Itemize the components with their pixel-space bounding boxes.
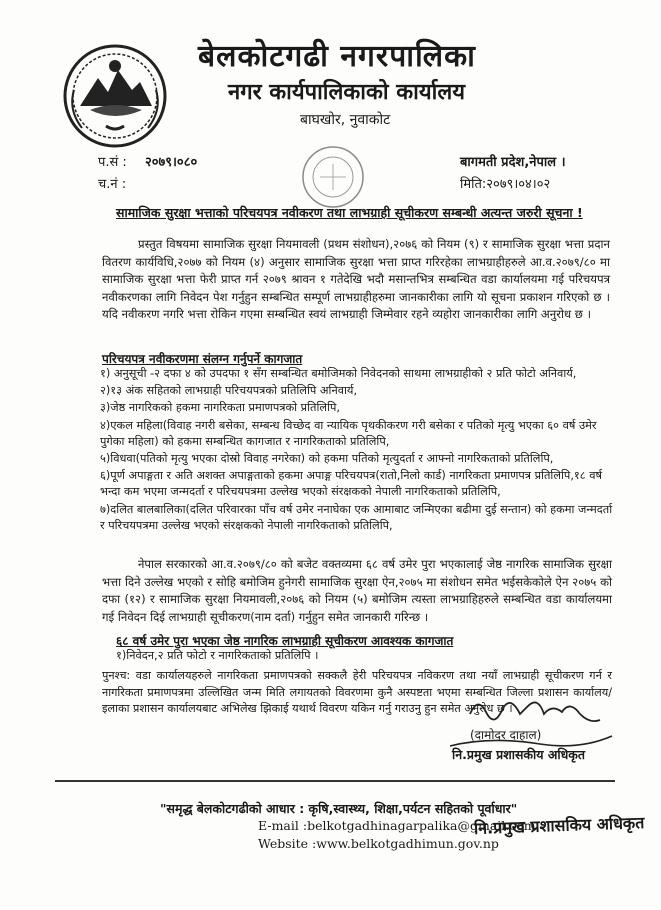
office-address: बाघखोर, नुवाकोट: [300, 112, 391, 128]
list-item: ३)जेष्ठ नागरिकको हकमा नागरिकता प्रमाणपत्रको प्रतिलिपि,: [100, 401, 340, 415]
date-label: मिति:२०७९।०४।०२: [460, 177, 551, 192]
ref-label: प.सं :: [98, 155, 127, 170]
budget-paragraph: नेपाल सरकारको आ.व.२०७९/८० को बजेट वक्तव्यमा ६८ वर्ष उमेर पुरा भएकालाई जेष्ठ नागरिक सामाजिक सुरक्षा भत्ता दिने उल्लेख भएको र सोहि बमोजिम हुनेगरी सामाजिक सुरक्षा ऐन,२०७५ मा संशोधन समेत भईसकेकोले ऐन २०७५ को दफा (१२) र सामाजिक सुरक्षा नियमावली,२०७६ को नियम (५) बमोजिम त्यस्ता लाभग्राहिहरुले सम्बन्धित वडा कार्यालयमा गई निवेदन दिई लाभग्राही सूचीकरण(नाम दर्ता) गर्नुहुन समेत जानकारी गरिन्छ ।: [102, 557, 612, 624]
footer-website: Website :www.belkotgadhimun.gov.np: [258, 836, 499, 851]
signatory-name: (दामोदर दाहाल): [470, 728, 542, 742]
office-subtitle: नगर कार्यपालिकाको कार्यालय: [228, 80, 465, 105]
office-stamp-icon: [298, 142, 368, 212]
ref-value: २०७९।०८०: [144, 155, 198, 170]
list-item: २)१३ अंक सहितको लाभग्राही परिचयपत्रको प्रतिलिपि अनिवार्य,: [100, 384, 358, 398]
reference-number: [98, 152, 197, 170]
list-item: १)निवेदन,२ प्रति फोटो र नागरिकताको प्रतिलिपि ।: [116, 649, 319, 662]
list-item: ४)एकल महिला(विवाह नगरी बसेका, सम्बन्ध विच्छेद वा न्यायिक पृथकीकरण गरी बसेका र पतिको मृत्यु भएका ६० वर्ष उमेर पुगेका महिला) को हकमा सम्बन्धित कागजात र नागरिकताको प्रतिलिपि,: [100, 418, 597, 448]
intro-paragraph: प्रस्तुत विषयमा सामाजिक सुरक्षा नियमावली (प्रथम संशोधन),२०७६ को नियम (९) र सामाजिक सुरक्षा भत्ता प्रदान वितरण कार्यविधि,२०७७ को नियम (४) अनुसार सामाजिक सुरक्षा भत्ता प्राप्त गरिरहेका लाभग्राहीहरुले आ.व.२०७९/८० मा सामाजिक सुरक्षा भत्ता फेरी प्राप्त गर्न २०७९ श्रावन १ गतेदेखि भदौ मसान्तभित्र सम्बन्धित वडा कार्यालयमा गई परिचयपत्र नवीकरणका लागि निवेदन पेश गर्नुहुन सम्बन्धित सम्पूर्ण लाभग्राहीहरुमा जानकारीका लागि यो सूचना प्रकाशन गरिएको छ । यदि नवीकरण नगरि भत्ता रोकिन गएमा सम्बन्धित स्वयं लाभग्राही जिम्मेवार रहने व्यहोरा जानकारीका लागि अनुरोध छ ।: [102, 237, 610, 322]
municipality-title: बेलकोटगढी नगरपालिका: [198, 39, 476, 74]
list-item: ६)पूर्ण अपाङ्गता र अति अशक्त अपाङ्गताको हकमा अपाङ्ग परिचयपत्र(रातो,निलो कार्ड) नागरिकता प्रमाणपत्र प्रतिलिपि,१८ वर्ष भन्दा कम भएमा जन्मदर्ता र परिचयपत्रमा उल्लेख भएको संरक्षकको नेपाली नागरिकताको प्रतिलिपि,: [100, 469, 603, 499]
senior-docs-list: [116, 648, 596, 665]
footer-divider: [55, 780, 615, 782]
postscript-paragraph: पुनश्च: वडा कार्यालयहरुले नागरिकता प्रमाणपत्रको सक्कलै हेरी परिचयपत्र नविकरण तथा नयाँ लाभग्राही सूचीकरण गर्न र नागरिकता प्रमाणपत्रमा उल्लिखित जन्म मिति लगायतको विवरणमा कुनै अस्पष्टता भएमा सम्बन्धित जिल्ला प्रशासन कार्यालय/इलाका प्रशासन कार्यालयबाट अभिलेख झिकाई यथार्थ विवरण यकिन गर्नु गराउनु हुन समेत अनुरोध छ ।: [102, 669, 612, 716]
handwritten-title-note: नि.प्रमुख प्रशासकिय अधिकृत: [473, 813, 645, 838]
footer-email: E-mail :belkotgadhinagarpalika@gmail.com: [258, 818, 536, 833]
notice-subject: सामाजिक सुरक्षा भत्ताको परिचयपत्र नवीकरण तथा लाभग्राही सूचीकरण सम्बन्धी अत्यन्त जरुरी सूचना !: [116, 205, 583, 220]
footer-slogan: "समृद्ध बेलकोटगढीको आधार : कृषि,स्वास्थ्य, शिक्षा,पर्यटन सहितको पूर्वाधार": [160, 801, 518, 816]
list-item: ५)विधवा(पतिको मृत्यु भएका दोस्रो विवाह नगरेका) को हकमा पतिको मृत्युदर्ता र आफ्नो नागरिकताको प्रतिलिपि,: [100, 452, 554, 466]
dispatch-number: च.नं :: [98, 177, 127, 192]
renewal-docs-heading: परिचयपत्र नवीकरणमा संलग्न गर्नुपर्ने कागजात: [102, 352, 303, 366]
list-item: ७)दलित बालबालिका(दलित परिवारका पाँच वर्ष उमेर ननाघेका एक आमाबाट जन्मिएका बढीमा दुई सन्तान) को हकमा जन्मदर्ता र परिचयपत्रमा उल्लेख भएको संरक्षकको नेपाली नागरिकताको प्रतिलिपि,: [100, 502, 613, 532]
nepal-emblem-icon: [60, 40, 170, 152]
renewal-docs-list: [100, 366, 615, 535]
signatory-title: नि.प्रमुख प्रशासकीय अधिकृत: [452, 747, 586, 762]
province-label: बागमती प्रदेश,नेपाल ।: [460, 155, 566, 170]
senior-docs-heading: ६८ वर्ष उमेर पुरा भएका जेष्ठ नागरिक लाभग्राही सूचीकरण आवश्यक कागजात: [116, 634, 454, 648]
list-item: १) अनुसूची -२ दफा ४ को उपदफा १ सँग सम्बन्धित बमोजिमको निवेदनको साथमा लाभग्राहीको २ प्रति फोटो अनिवार्य,: [100, 367, 577, 380]
